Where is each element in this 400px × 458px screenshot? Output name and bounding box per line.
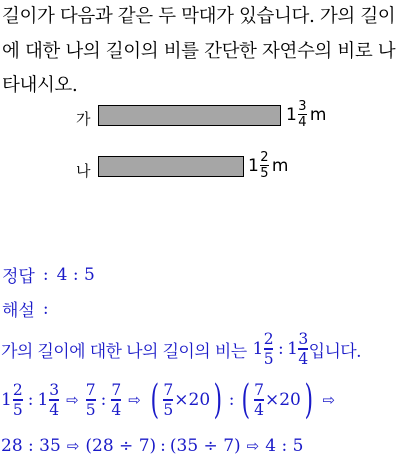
answer-colon: : <box>42 264 49 285</box>
step3-left: (28 ÷ 7) <box>85 436 157 456</box>
numerator: 2 <box>263 330 274 349</box>
bar-b-denominator: 5 <box>260 166 269 182</box>
step2-result: 28 : 35 <box>1 436 61 456</box>
denominator: 5 <box>85 400 96 419</box>
mixed-b-whole: 1 <box>252 339 263 359</box>
numerator: 2 <box>12 381 23 400</box>
ratio-colon: : <box>278 339 284 359</box>
numerator: 7 <box>111 381 122 400</box>
bar-b-label: 나 <box>76 162 91 180</box>
numerator: 3 <box>49 381 60 400</box>
question-line-2: 에 대한 나의 길이의 비를 간단한 자연수의 비로 나 <box>2 41 396 62</box>
mixed-a-whole: 1 <box>287 339 298 359</box>
fraction-b <box>264 331 273 366</box>
times-twenty: ×20 <box>174 390 211 410</box>
denominator: 5 <box>12 400 23 419</box>
denominator: 4 <box>298 349 308 368</box>
bar-a-whole: 1 <box>286 104 297 125</box>
right-paren: ) <box>213 377 223 423</box>
denominator: 4 <box>254 400 264 419</box>
sentence-suffix: 입니다. <box>308 341 361 362</box>
arrow-icon: ⇨ <box>322 391 336 409</box>
answer-row <box>2 262 95 287</box>
bar-a-numerator: 3 <box>298 99 307 114</box>
denominator: 5 <box>263 349 274 368</box>
numerator: 3 <box>298 330 308 349</box>
fraction <box>86 382 96 417</box>
explanation-row <box>2 296 49 321</box>
denominator: 4 <box>49 400 60 419</box>
ratio-colon: : <box>100 390 107 410</box>
bar-a-label: 가 <box>76 110 91 128</box>
fraction <box>13 382 23 417</box>
question-line-3: 타내시오. <box>2 75 78 96</box>
final-ratio: 4 : 5 <box>265 436 304 456</box>
answer-value: 4 : 5 <box>56 264 95 285</box>
bar-a-unit: m <box>309 104 327 125</box>
fraction <box>254 382 264 417</box>
question-line-1: 길이가 다음과 같은 두 막대가 있습니다. 가의 길이 <box>2 6 396 27</box>
ratio-colon: : <box>27 390 34 410</box>
ratio-colon: : <box>228 390 235 410</box>
step3-right: (35 ÷ 7) <box>169 436 241 456</box>
mixed-a-whole: 1 <box>37 390 49 410</box>
bar-b-unit: m <box>271 155 289 176</box>
explanation-label: 해설 <box>2 301 35 321</box>
explanation-sentence <box>1 329 361 369</box>
mixed-b-whole: 1 <box>1 390 12 410</box>
solution-step-2 <box>1 434 303 458</box>
numerator: 7 <box>254 381 264 400</box>
arrow-icon: ⇨ <box>66 391 79 409</box>
sentence-prefix: 가의 길이에 대한 나의 길이의 비는 <box>1 341 247 362</box>
arrow-icon: ⇨ <box>66 437 80 455</box>
times-twenty: ×20 <box>264 390 301 410</box>
left-paren: ( <box>241 377 250 423</box>
bar-b-numerator: 2 <box>260 150 269 165</box>
arrow-icon: ⇨ <box>128 391 141 409</box>
bar-a-denominator: 4 <box>298 115 307 131</box>
ratio-colon: : <box>160 436 166 456</box>
fraction-a <box>298 331 307 366</box>
fraction <box>163 382 173 417</box>
denominator: 4 <box>111 400 122 419</box>
left-paren: ( <box>150 377 159 423</box>
numerator: 7 <box>163 381 174 400</box>
right-paren: ) <box>304 377 313 423</box>
fraction <box>111 382 121 417</box>
solution-step-1 <box>1 377 341 423</box>
answer-label: 정답 <box>2 267 35 287</box>
denominator: 5 <box>163 400 174 419</box>
numerator: 7 <box>85 381 96 400</box>
arrow-icon: ⇨ <box>246 437 260 455</box>
fraction <box>49 382 59 417</box>
explanation-colon: : <box>42 298 49 319</box>
bar-b-whole: 1 <box>248 155 259 176</box>
